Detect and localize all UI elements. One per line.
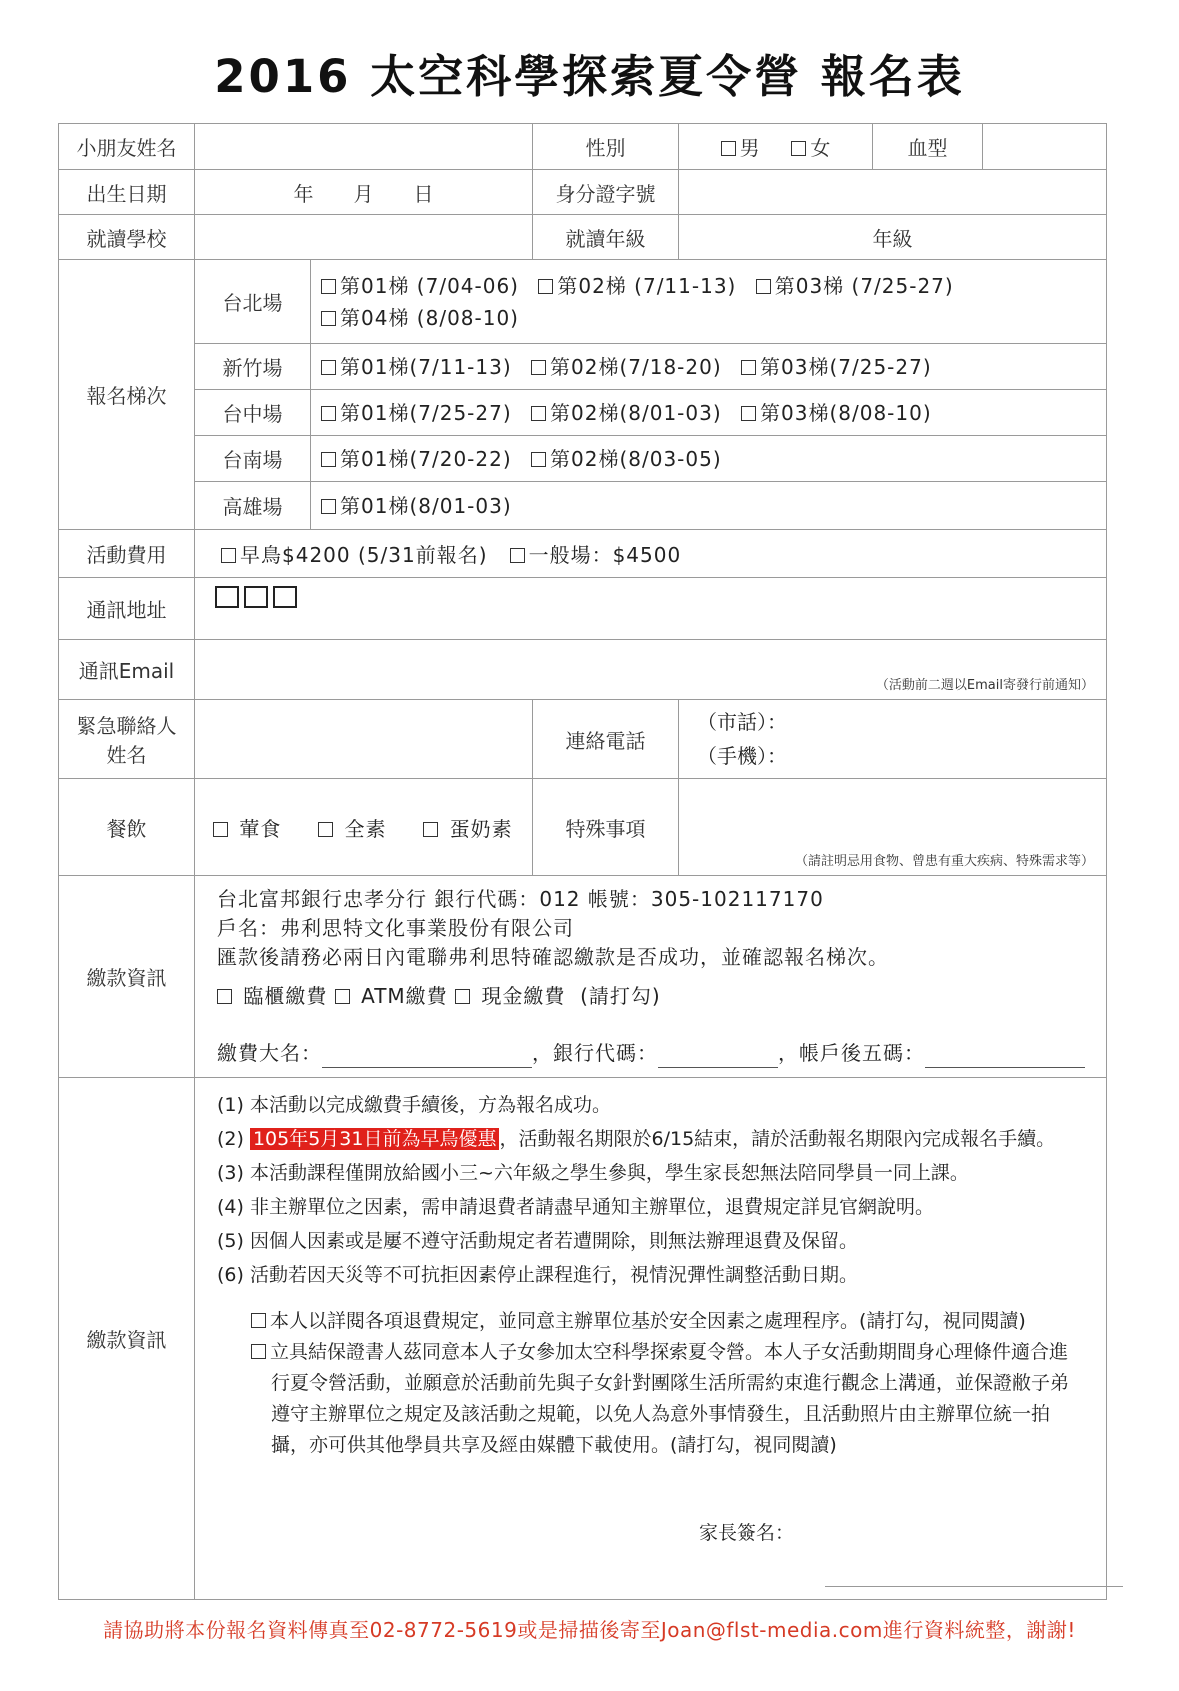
session-checkbox[interactable] [321, 452, 336, 467]
venue-name: 台南場 [195, 436, 311, 482]
notice-item: (1) 本活動以完成繳費手續後，方為報名成功。 [217, 1094, 611, 1116]
bank-code-input[interactable] [658, 1047, 778, 1068]
session-checkbox[interactable] [321, 499, 336, 514]
session-label: 第02梯(8/01-03) [550, 400, 722, 425]
payment-method-label: 現金繳費 [481, 984, 566, 1008]
session-checkbox[interactable] [531, 360, 546, 375]
school-label: 就讀學校 [59, 215, 195, 260]
signature-label: 家長簽名： [699, 1522, 795, 1544]
meal-option[interactable] [318, 817, 386, 841]
session-option[interactable] [531, 447, 722, 471]
agreement-consent-checkbox[interactable] [251, 1344, 266, 1359]
female-checkbox[interactable] [791, 141, 806, 156]
meal-options [195, 779, 533, 876]
session-checkbox[interactable] [531, 406, 546, 421]
payment-instruction: 匯款後請務必兩日內電聯弗利思特確認繳款是否成功，並確認報名梯次。 [217, 945, 889, 969]
id-number-field[interactable] [679, 170, 1107, 215]
payment-method-label: ATM繳費 [361, 984, 448, 1008]
id-number-label: 身分證字號 [533, 170, 679, 215]
emergency-name-label-line2: 姓名 [106, 743, 147, 767]
session-label: 第03梯 (7/25-27) [774, 273, 954, 298]
blood-type-field[interactable] [983, 124, 1107, 170]
payment-method-checkbox[interactable] [335, 989, 350, 1004]
gender-options [679, 124, 873, 170]
session-label: 第04梯 (8/08-10) [340, 305, 519, 330]
general-fee-option[interactable] [510, 543, 682, 567]
birth-date-ymd: 年 月 日 [293, 181, 434, 206]
landline-label: （市話）： [697, 710, 787, 734]
payment-method-checkbox[interactable] [217, 989, 232, 1004]
payment-method-option[interactable] [455, 984, 565, 1008]
notice-section [195, 1078, 1107, 1600]
session-label: 第02梯 (7/11-13) [557, 273, 737, 298]
venue-name: 新竹場 [195, 344, 311, 390]
grade-suffix: 年級 [872, 226, 913, 251]
session-label: 第03梯(7/25-27) [760, 354, 932, 379]
meal-checkbox[interactable] [213, 822, 228, 837]
agreement-refund-text: 本人以詳閱各項退費規定，並同意主辦單位基於安全因素之處理程序。(請打勾，視同閱讀) [270, 1310, 1026, 1332]
session-option[interactable] [538, 274, 736, 298]
session-option[interactable] [756, 274, 954, 298]
page-title: 2016 太空科學探索夏令營 報名表 [214, 50, 965, 103]
meal-option-label: 蛋奶素 [449, 816, 513, 841]
sessions-label: 報名梯次 [59, 260, 195, 530]
payer-name-label: 繳費大名： [217, 1041, 322, 1065]
session-line [321, 490, 1096, 522]
email-label: 通訊Email [59, 640, 195, 700]
meal-option-label: 全素 [344, 816, 387, 841]
notice-label: 繳款資訊 [59, 1078, 195, 1600]
venue-sessions [311, 260, 1107, 344]
male-label: 男 [739, 136, 760, 160]
contact-phone-label: 連絡電話 [533, 700, 679, 779]
grade-label: 就讀年級 [533, 215, 679, 260]
blood-type-label: 血型 [873, 124, 983, 170]
session-option[interactable] [321, 401, 512, 425]
footer-note: 請協助將本份報名資料傳真至02-8772-5619或是掃描後寄至Joan@flst-media.com進行資料統整，謝謝! [103, 1618, 1076, 1642]
session-checkbox[interactable] [741, 406, 756, 421]
signature-line[interactable] [825, 1586, 1123, 1587]
emergency-name-field[interactable] [195, 700, 533, 779]
session-checkbox[interactable] [321, 311, 336, 326]
fee-label: 活動費用 [59, 530, 195, 578]
notice-item: (5) 因個人因素或是屢不遵守活動規定者若遭開除，則無法辦理退費及保留。 [217, 1230, 858, 1252]
venue-sessions [311, 482, 1107, 530]
session-option[interactable] [321, 355, 512, 379]
child-name-label: 小朋友姓名 [59, 124, 195, 170]
birth-date-field[interactable] [195, 170, 533, 215]
contact-phone-field[interactable] [679, 700, 1107, 779]
session-line [321, 443, 1096, 475]
session-option[interactable] [321, 447, 512, 471]
meal-label: 餐飲 [59, 779, 195, 876]
notice-item: (4) 非主辦單位之因素，需申請退費者請盡早通知主辦單位，退費規定詳見官網說明。 [217, 1196, 934, 1218]
payment-method-checkbox[interactable] [455, 989, 470, 1004]
emergency-name-label [59, 700, 195, 779]
agreement-refund [217, 1306, 1096, 1337]
account-name: 戶名：弗利思特文化事業股份有限公司 [217, 916, 574, 940]
meal-option[interactable] [423, 817, 512, 841]
grade-field[interactable] [679, 215, 1107, 260]
special-field[interactable] [679, 779, 1107, 876]
general-fee-checkbox[interactable] [510, 548, 525, 563]
venue-name: 台北場 [195, 260, 311, 344]
notice-item: (3) 本活動課程僅開放給國小三~六年級之學生參與，學生家長恕無法陪同學員一同上課。 [217, 1162, 969, 1184]
address-label: 通訊地址 [59, 578, 195, 640]
payer-details [217, 1039, 1096, 1068]
meal-option[interactable] [213, 817, 281, 841]
session-option[interactable] [741, 355, 932, 379]
last-five-label: ，帳戶後五碼： [778, 1041, 925, 1065]
emergency-name-label-line1: 緊急聯絡人 [76, 714, 177, 738]
session-label: 第01梯(7/20-22) [340, 446, 512, 471]
session-label: 第01梯(7/11-13) [340, 354, 512, 379]
session-option[interactable] [321, 494, 512, 518]
payment-method-label: 臨櫃繳費 [243, 984, 328, 1008]
fee-options [195, 530, 1107, 578]
agreement-consent [217, 1337, 1096, 1461]
session-label: 第02梯(7/18-20) [550, 354, 722, 379]
notice-item: (2) 105年5月31日前為早鳥優惠 ，活動報名期限於6/15結束，請於活動報名期限內完成報名手續。 [217, 1128, 1056, 1150]
meal-option-label: 葷食 [239, 816, 282, 841]
session-checkbox[interactable] [741, 360, 756, 375]
gender-label: 性別 [533, 124, 679, 170]
session-checkbox[interactable] [531, 452, 546, 467]
bank-line: 台北富邦銀行忠孝分行 銀行代碼：012 帳號：305-102117170 [217, 887, 824, 911]
early-fee-label: 早鳥$4200 (5/31前報名) [240, 543, 488, 567]
payment-method-option[interactable] [335, 984, 448, 1008]
registration-form [58, 123, 1107, 1600]
mobile-label: （手機）： [697, 744, 787, 768]
special-label: 特殊事項 [533, 779, 679, 876]
payment-label: 繳款資訊 [59, 876, 195, 1078]
postal-code-box[interactable] [273, 586, 297, 608]
general-fee-label: 一般場：$4500 [528, 543, 682, 567]
male-checkbox[interactable] [721, 141, 736, 156]
early-fee-option[interactable] [221, 543, 488, 567]
meal-checkbox[interactable] [423, 822, 438, 837]
session-line [321, 270, 1096, 302]
meal-checkbox[interactable] [318, 822, 333, 837]
session-option[interactable] [321, 274, 519, 298]
session-checkbox[interactable] [321, 279, 336, 294]
email-field[interactable] [195, 640, 1107, 700]
agreement-consent-text: 立具結保證書人茲同意本人子女參加太空科學探索夏令營。本人子女活動期間身心理條件適合進行夏令營活動，並願意於活動前先與子女針對團隊生活所需約束進行觀念上溝通，並保證敝子弟遵守主辦單位之規定及該活動之規範，以免人為意外事情發生，且活動照片由主辦單位統一拍攝，亦可供其他學員共享及經由媒體下載使用。(請打勾，視同閱讀) [270, 1341, 1070, 1456]
last-five-input[interactable] [925, 1047, 1085, 1068]
session-checkbox[interactable] [756, 279, 771, 294]
school-field[interactable] [195, 215, 533, 260]
venue-name: 高雄場 [195, 482, 311, 530]
session-label: 第03梯(8/08-10) [760, 400, 932, 425]
session-label: 第01梯 (7/04-06) [340, 273, 519, 298]
session-label: 第01梯(7/25-27) [340, 400, 512, 425]
payment-info [195, 876, 1107, 1078]
session-option[interactable] [531, 401, 722, 425]
child-name-field[interactable] [195, 124, 533, 170]
female-label: 女 [810, 136, 831, 160]
early-fee-checkbox[interactable] [221, 548, 236, 563]
birth-date-label: 出生日期 [59, 170, 195, 215]
session-line [321, 351, 1096, 383]
session-option[interactable] [321, 306, 519, 330]
agreement-refund-checkbox[interactable] [251, 1313, 266, 1328]
venue-sessions [311, 390, 1107, 436]
session-checkbox[interactable] [321, 360, 336, 375]
email-note: （活動前二週以Email寄發行前通知） [875, 678, 1094, 693]
payment-methods [217, 982, 1096, 1011]
session-checkbox[interactable] [538, 279, 553, 294]
payer-name-input[interactable] [322, 1047, 532, 1068]
venue-sessions [311, 344, 1107, 390]
payment-methods-note: (請打勾) [580, 984, 661, 1008]
session-line [321, 302, 1096, 334]
session-line [321, 397, 1096, 429]
session-label: 第01梯(8/01-03) [340, 493, 512, 518]
venue-sessions [311, 436, 1107, 482]
special-note: （請註明忌用食物、曾患有重大疾病、特殊需求等） [794, 854, 1094, 869]
address-field[interactable] [195, 578, 1107, 640]
bank-code-label: ，銀行代碼： [532, 1041, 658, 1065]
payment-method-option[interactable] [217, 984, 327, 1008]
early-bird-highlight: 105年5月31日前為早鳥優惠 [250, 1128, 500, 1150]
notice-item: (6) 活動若因天災等不可抗拒因素停止課程進行，視情況彈性調整活動日期。 [217, 1264, 858, 1286]
venue-name: 台中場 [195, 390, 311, 436]
postal-code-box[interactable] [215, 586, 239, 608]
session-label: 第02梯(8/03-05) [550, 446, 722, 471]
session-option[interactable] [741, 401, 932, 425]
postal-code-box[interactable] [244, 586, 268, 608]
session-checkbox[interactable] [321, 406, 336, 421]
session-option[interactable] [531, 355, 722, 379]
